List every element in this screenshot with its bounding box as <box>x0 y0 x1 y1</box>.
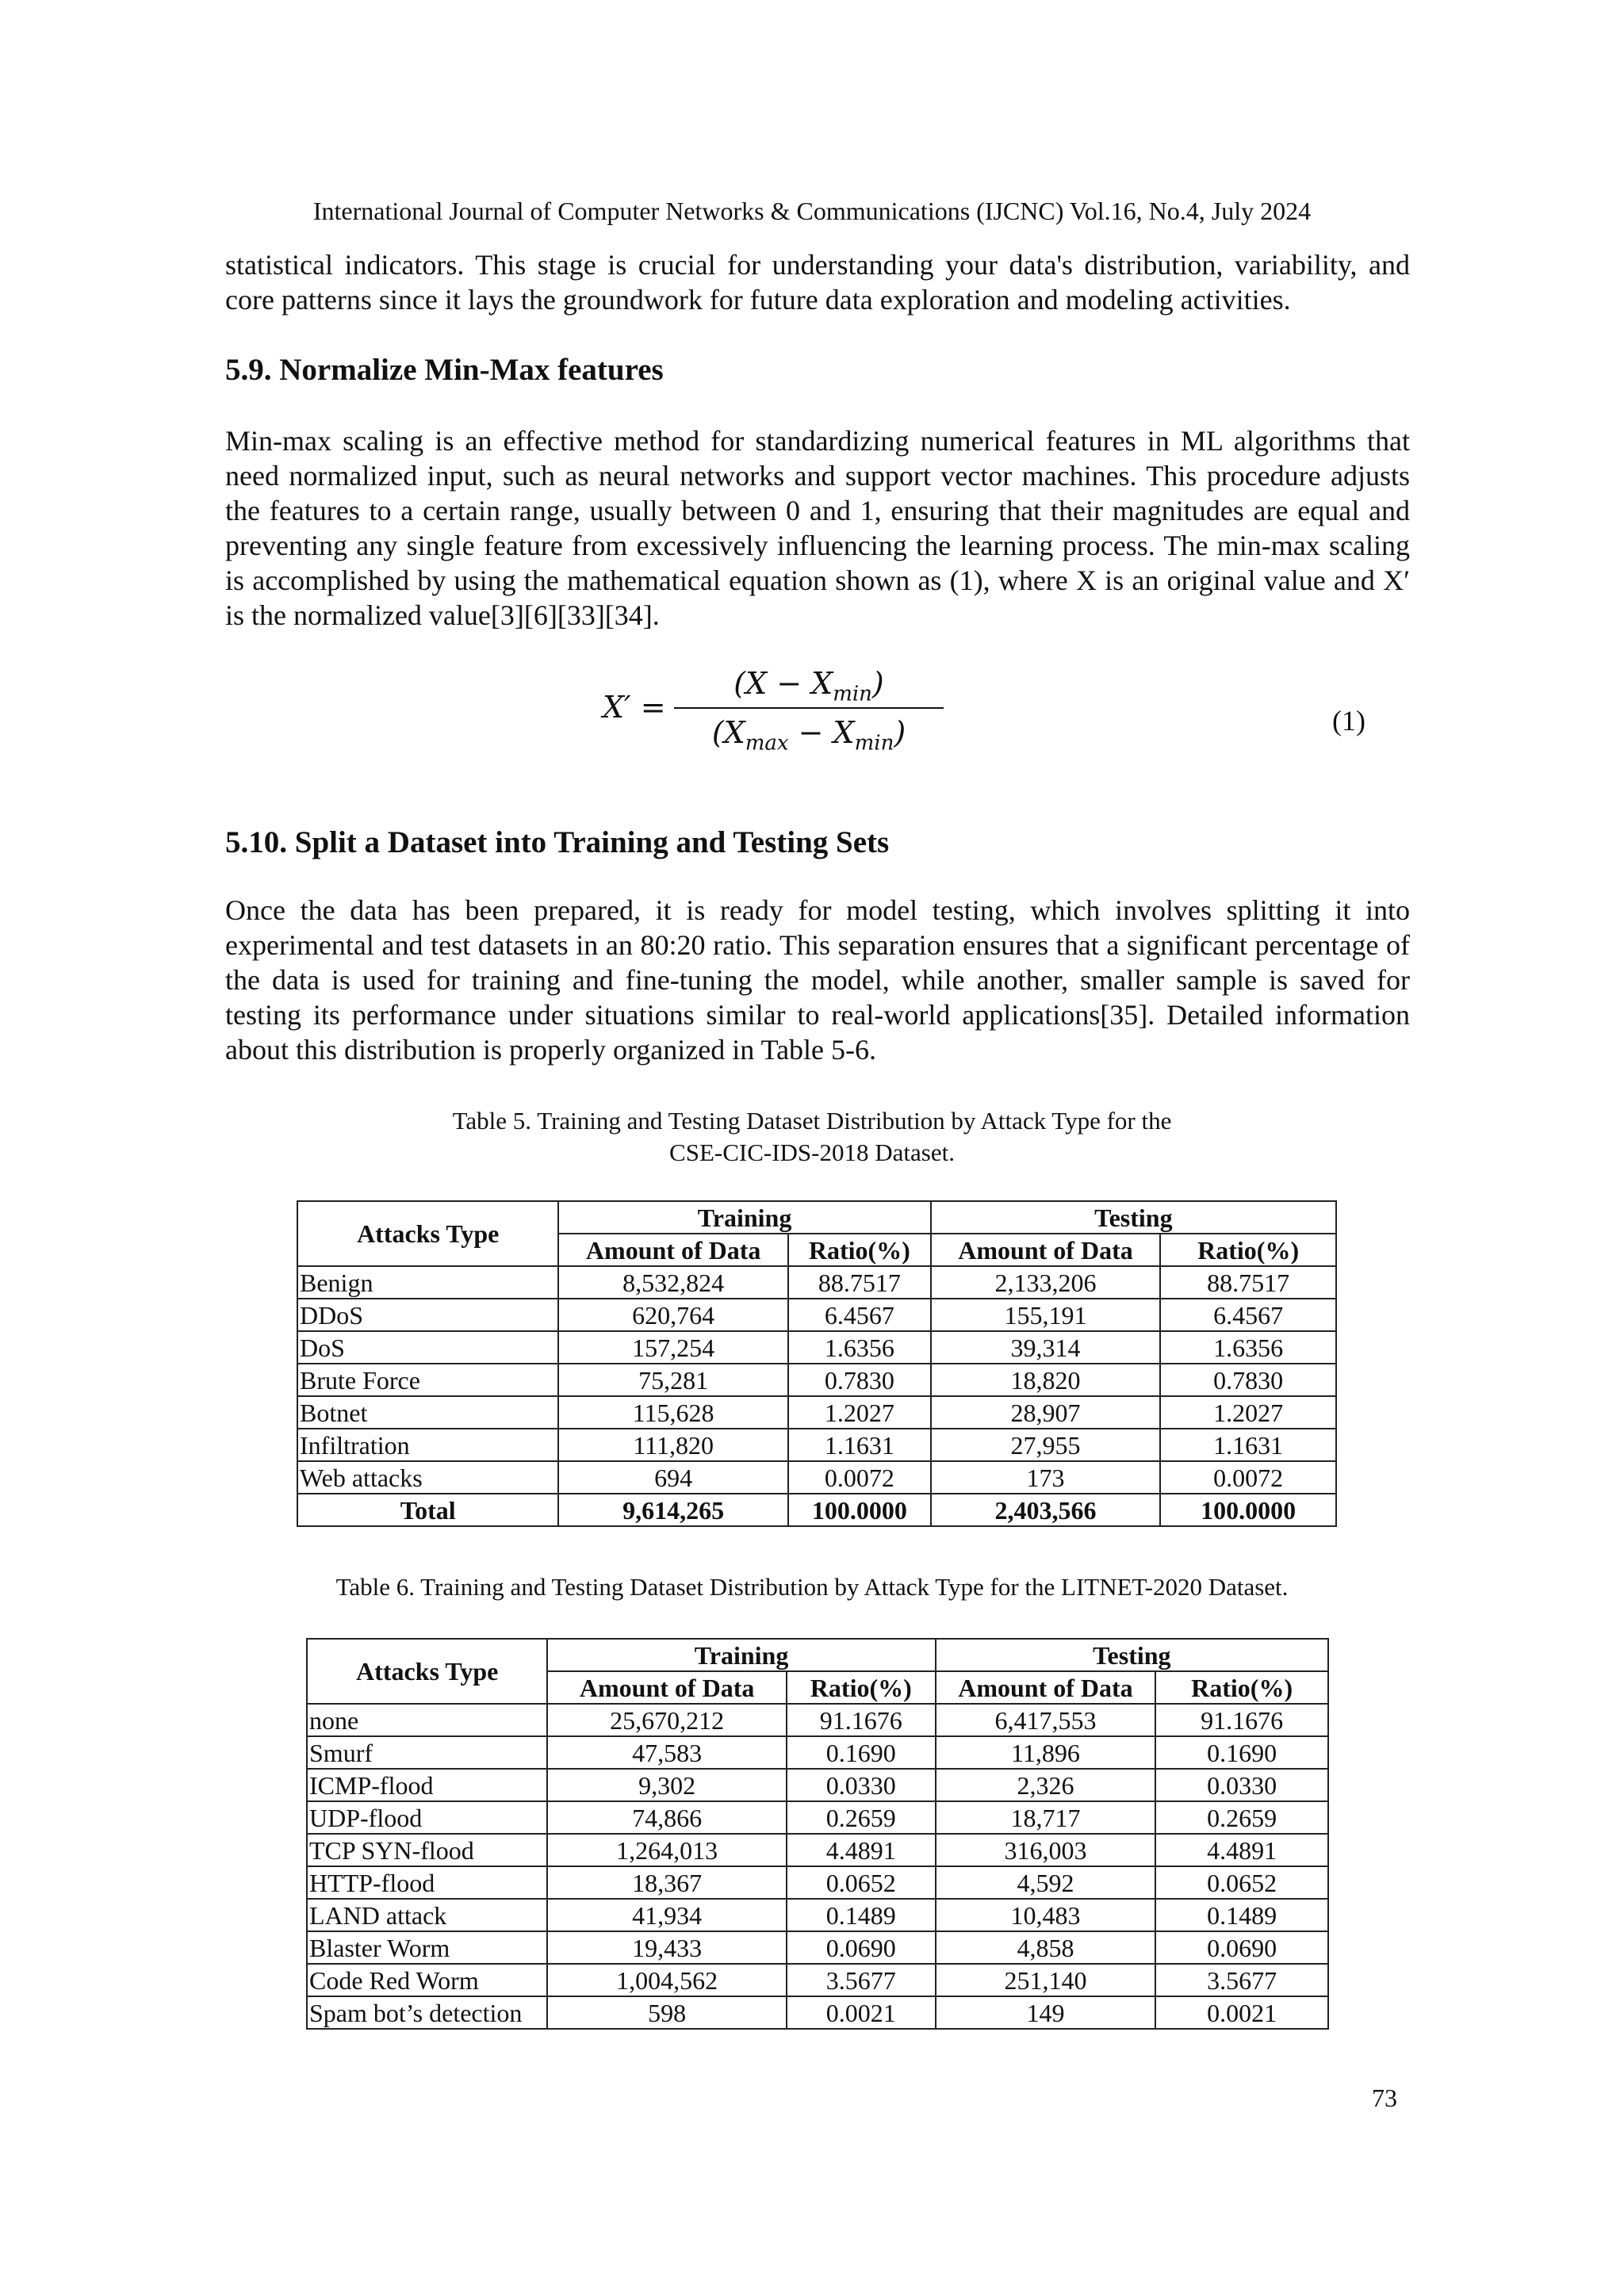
value-cell: 39,314 <box>931 1331 1161 1364</box>
row-label-cell: TCP SYN-flood <box>307 1834 547 1866</box>
value-cell: 0.0072 <box>1160 1461 1336 1494</box>
intro-paragraph: statistical indicators. This stage is crucial for understanding your data's distribution, variability, and core patterns since it lays the groundwork for future data exploration and modeling activities. <box>225 249 1410 316</box>
equation-numerator: $(X - X_{min})$ <box>733 666 884 706</box>
value-cell: 1.1631 <box>1160 1429 1336 1461</box>
value-cell: 0.2659 <box>787 1801 936 1834</box>
row-label-cell: Infiltration <box>297 1429 558 1461</box>
value-cell: 316,003 <box>936 1834 1156 1866</box>
value-cell: 88.7517 <box>1160 1266 1336 1299</box>
value-cell: 157,254 <box>558 1331 788 1364</box>
col-testing: Testing <box>936 1639 1328 1671</box>
col-amount-training: Amount of Data <box>558 1234 788 1266</box>
value-cell: 10,483 <box>936 1899 1156 1931</box>
value-cell: 0.2659 <box>1155 1801 1328 1834</box>
value-cell: 2,326 <box>936 1769 1156 1801</box>
value-cell: 6.4567 <box>1160 1299 1336 1331</box>
row-label-cell: Spam bot’s detection <box>307 1996 547 2029</box>
value-cell: 0.1489 <box>787 1899 936 1931</box>
value-cell: 27,955 <box>931 1429 1161 1461</box>
row-label-cell: DoS <box>297 1331 558 1364</box>
table-row <box>307 1964 1328 1996</box>
value-cell: 75,281 <box>558 1364 788 1396</box>
total-value-cell: 100.0000 <box>788 1494 931 1526</box>
section-5-9-paragraph: Min-max scaling is an effective method for standardizing numerical features in ML algorithms that need normalized input, such as neural networks and support vector machines. This procedure adjusts the features to a certain range, usually between 0 and 1, ensuring that their magnitudes are equal and preventing any single feature from excessively influencing the learning process. The min-max scaling is accomplished by using the mathematical equation shown as (1), where X is an original value and X′ is the normalized value[3][6][33][34]. <box>225 425 1410 631</box>
value-cell: 0.0021 <box>787 1996 936 2029</box>
total-value-cell: 9,614,265 <box>558 1494 788 1526</box>
value-cell: 28,907 <box>931 1396 1161 1429</box>
value-cell: 4.4891 <box>787 1834 936 1866</box>
value-cell: 91.1676 <box>787 1704 936 1736</box>
value-cell: 74,866 <box>547 1801 787 1834</box>
col-attacks-type: Attacks Type <box>297 1201 558 1266</box>
value-cell: 0.1489 <box>1155 1899 1328 1931</box>
value-cell: 8,532,824 <box>558 1266 788 1299</box>
value-cell: 1,264,013 <box>547 1834 787 1866</box>
equation-fraction <box>674 664 944 756</box>
value-cell: 1,004,562 <box>547 1964 787 1996</box>
value-cell: 4.4891 <box>1155 1834 1328 1866</box>
value-cell: 0.0690 <box>787 1931 936 1964</box>
table-6-caption: Table 6. Training and Testing Dataset Distribution by Attack Type for the LITNET-2020 Dataset. <box>335 1573 1289 1601</box>
table-row <box>297 1396 1336 1429</box>
table-row <box>297 1461 1336 1494</box>
table-6 <box>306 1638 1329 2030</box>
total-row <box>297 1494 1336 1526</box>
value-cell: 173 <box>931 1461 1161 1494</box>
value-cell: 149 <box>936 1996 1156 2029</box>
value-cell: 0.1690 <box>1155 1736 1328 1769</box>
value-cell: 47,583 <box>547 1736 787 1769</box>
equation-denominator: $(X_{max} - X_{min})$ <box>711 715 906 756</box>
value-cell: 0.7830 <box>788 1364 931 1396</box>
value-cell: 1.2027 <box>788 1396 931 1429</box>
equation-lhs: X′ = <box>603 690 666 725</box>
row-label-cell: UDP-flood <box>307 1801 547 1834</box>
col-training: Training <box>558 1201 930 1234</box>
value-cell: 155,191 <box>931 1299 1161 1331</box>
col-attacks-type: Attacks Type <box>307 1639 547 1704</box>
value-cell: 88.7517 <box>788 1266 931 1299</box>
value-cell: 111,820 <box>558 1429 788 1461</box>
table-row <box>297 1299 1336 1331</box>
value-cell: 1.6356 <box>788 1331 931 1364</box>
row-label-cell: Web attacks <box>297 1461 558 1494</box>
row-label-cell: Smurf <box>307 1736 547 1769</box>
col-training: Training <box>547 1639 935 1671</box>
row-label-cell: none <box>307 1704 547 1736</box>
value-cell: 0.0690 <box>1155 1931 1328 1964</box>
section-5-9-heading: 5.9. Normalize Min-Max features <box>225 353 664 387</box>
value-cell: 2,133,206 <box>931 1266 1161 1299</box>
value-cell: 0.0021 <box>1155 1996 1328 2029</box>
value-cell: 91.1676 <box>1155 1704 1328 1736</box>
value-cell: 3.5677 <box>787 1964 936 1996</box>
row-label-cell: Blaster Worm <box>307 1931 547 1964</box>
table-row <box>307 1866 1328 1899</box>
value-cell: 1.2027 <box>1160 1396 1336 1429</box>
col-ratio-testing: Ratio(%) <box>1155 1671 1328 1704</box>
col-amount-training: Amount of Data <box>547 1671 787 1704</box>
row-label-cell: Benign <box>297 1266 558 1299</box>
table-row <box>307 1931 1328 1964</box>
table-row <box>307 1834 1328 1866</box>
value-cell: 4,858 <box>936 1931 1156 1964</box>
row-label-cell: Code Red Worm <box>307 1964 547 1996</box>
value-cell: 598 <box>547 1996 787 2029</box>
row-label-cell: Botnet <box>297 1396 558 1429</box>
value-cell: 41,934 <box>547 1899 787 1931</box>
table-row <box>307 1736 1328 1769</box>
total-value-cell: 100.0000 <box>1160 1494 1336 1526</box>
value-cell: 0.0652 <box>787 1866 936 1899</box>
table-row <box>297 1364 1336 1396</box>
total-value-cell: 2,403,566 <box>931 1494 1161 1526</box>
table-5-caption: Table 5. Training and Testing Dataset Distribution by Attack Type for the CSE-CIC-IDS-2018 Dataset. <box>452 1107 1172 1166</box>
col-ratio-testing: Ratio(%) <box>1160 1234 1336 1266</box>
total-label-cell: Total <box>297 1494 558 1526</box>
section-5-10-heading: 5.10. Split a Dataset into Training and Testing Sets <box>225 825 890 859</box>
value-cell: 1.6356 <box>1160 1331 1336 1364</box>
table-5 <box>297 1200 1337 1527</box>
table-row <box>297 1429 1336 1461</box>
section-5-10-paragraph: Once the data has been prepared, it is ready for model testing, which involves splitting it into experimental and test datasets in an 80:20 ratio. This separation ensures that a significant percentage of the data is used for training and fine-tuning the model, while another, smaller sample is saved for testing its performance under situations similar to real-world applications[35]. Detailed information about this distribution is properly organized in Table 5-6. <box>225 894 1410 1066</box>
table-row <box>307 1899 1328 1931</box>
value-cell: 9,302 <box>547 1769 787 1801</box>
value-cell: 0.0072 <box>788 1461 931 1494</box>
table-row <box>297 1266 1336 1299</box>
col-amount-testing: Amount of Data <box>936 1671 1156 1704</box>
value-cell: 694 <box>558 1461 788 1494</box>
value-cell: 0.0330 <box>787 1769 936 1801</box>
value-cell: 4,592 <box>936 1866 1156 1899</box>
row-label-cell: ICMP-flood <box>307 1769 547 1801</box>
value-cell: 19,433 <box>547 1931 787 1964</box>
value-cell: 0.0652 <box>1155 1866 1328 1899</box>
value-cell: 18,820 <box>931 1364 1161 1396</box>
equation-number: (1) <box>1332 705 1365 737</box>
journal-header: International Journal of Computer Networks & Communications (IJCNC) Vol.16, No.4, July 2024 <box>312 197 1312 225</box>
value-cell: 620,764 <box>558 1299 788 1331</box>
table-row <box>307 1801 1328 1834</box>
value-cell: 25,670,212 <box>547 1704 787 1736</box>
value-cell: 18,367 <box>547 1866 787 1899</box>
row-label-cell: HTTP-flood <box>307 1866 547 1899</box>
col-ratio-training: Ratio(%) <box>787 1671 936 1704</box>
value-cell: 11,896 <box>936 1736 1156 1769</box>
table-row <box>307 1996 1328 2029</box>
value-cell: 0.1690 <box>787 1736 936 1769</box>
row-label-cell: Brute Force <box>297 1364 558 1396</box>
row-label-cell: DDoS <box>297 1299 558 1331</box>
table-row <box>307 1769 1328 1801</box>
value-cell: 6,417,553 <box>936 1704 1156 1736</box>
col-amount-testing: Amount of Data <box>931 1234 1161 1266</box>
value-cell: 251,140 <box>936 1964 1156 1996</box>
table-row <box>307 1704 1328 1736</box>
value-cell: 0.0330 <box>1155 1769 1328 1801</box>
value-cell: 115,628 <box>558 1396 788 1429</box>
col-ratio-training: Ratio(%) <box>788 1234 931 1266</box>
row-label-cell: LAND attack <box>307 1899 547 1931</box>
value-cell: 6.4567 <box>788 1299 931 1331</box>
fraction-bar <box>674 707 944 709</box>
value-cell: 1.1631 <box>788 1429 931 1461</box>
value-cell: 3.5677 <box>1155 1964 1328 1996</box>
page-number: 73 <box>1372 2084 1397 2112</box>
value-cell: 18,717 <box>936 1801 1156 1834</box>
value-cell: 0.7830 <box>1160 1364 1336 1396</box>
col-testing: Testing <box>931 1201 1336 1234</box>
table-row <box>297 1331 1336 1364</box>
